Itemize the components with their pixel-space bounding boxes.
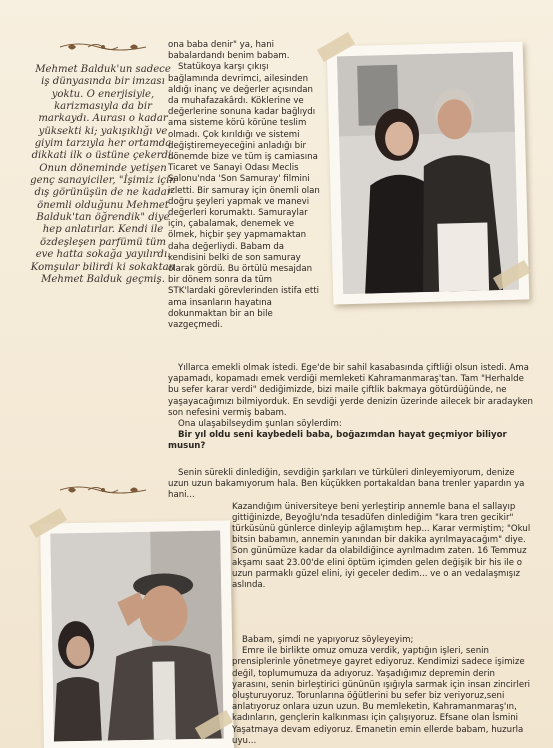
- article-paragraph: Yıllarca emekli olmak istedi. Ege'de bir sahil kasabasında çiftliği olsun istedi. Ama yapamadı, kopamadı emek verdiği memleketi Kahramanmaraş'tan. Tam "Herhalde bu sefer karar verdi" dediğimizde, bizi maile çiftlik bakmaya götürdüğünde, ne yaşayacağımızı bilmiyorduk. En sevdiği yerde denizin üzerinde ailecek bir aradayken son nefesini vermiş babam.: [168, 363, 534, 418]
- article-paragraph: Bir yıl oldu seni kaybedeli baba, boğazımdan hayat geçmiyor biliyor musun?: [168, 430, 507, 452]
- article-paragraph: ona baba denir" ya, hani babalardandı benim babam.: [168, 40, 290, 62]
- couple-photo: [327, 41, 530, 304]
- article-lower-text: [168, 468, 534, 591]
- article-closing-text: [232, 635, 534, 747]
- sidebar-quote: Mehmet Balduk'un sadece iş dünyasında bir imzası yoktu. O enerjisiyle, karizmasıyla da bir markaydı. Aurası o kadar yüksekti ki; yakışıklığı ve giyim tarzıyla her ortamda dikkati ilk o üstüne çekerdi. Onun döneminde yetişen genç sanayiciler, "İşimiz için dış görünüşün de ne kadar önemli olduğunu Mehmet Balduk'tan öğrendik" diye hep anlatırlar. Kendi ile özdeşleşen parfümü tüm eve hatta sokağa yayılırdı. Komşular bilirdi ki sokaktan Mehmet Balduk geçmiş.: [30, 64, 176, 285]
- article-paragraph: Senin sürekli dinlediğin, sevdiğin şarkıları ve türküleri dinleyemiyorum, denize uzun uzun bakamıyorum hala. Ben küçükken portakaldan bana trenler yapardın ya hani...: [168, 468, 525, 501]
- article-column: [168, 40, 320, 331]
- scroll-ornament-icon: [58, 483, 148, 497]
- scroll-ornament-icon: [58, 40, 148, 54]
- article-paragraph: Babam, şimdi ne yapıyoruz söyleyeyim;: [242, 635, 414, 645]
- article-paragraph: Emre ile birlikte omuz omuza verdik, yaptığın işleri, senin prensiplerinle yönetmeye gayret ediyoruz. Kendimizi sadece işimize değil, toplumumuza da adıyoruz. Yaşadığımız depremin derin yarasını, senin birleştirici gününün ışığıyla sarmak için insan zincirleri oluşturuyoruz. Torunlarına öğütlerini bu sefer biz veriyoruz,seni anlatıyoruz onlara uzun uzun. Bu memleketin, Kahramanmaraş'ın, kadınların, gençlerin kalkınması için çalışıyoruz. Efsane olan İsmini Yaşatmaya devam ediyoruz. Emanetin emin ellerde babam, huzurla uyu...: [232, 646, 531, 746]
- couple-photo-image: [337, 52, 519, 295]
- article-paragraph: Statükoya karşı çıkışı bağlamında devrimci, ailesinden aldığı inanç ve değerler açısından da muhafazakârdı. Köklerine ve değerlerine sonuna kadar bağlıydı ama sisteme körü körüne teslim olmadı. Çok kırıldığı ve sistemi değiştiremeyeceğini anladığı bir dönemde bize ve tüm iş camiasına Ticaret ve Sanayi Odası Meclis Salonu'nda 'Son Samuray' filmini izletti. Bir samuray için önemli olan doğru şeyleri yapmak ve manevi değerleri korumaktı. Samuraylar için, çabalamak, denemek ve ölmek, hiçbir şey yapmamaktan daha değerliydi. Babam da kendisini belki de son samuray olarak gördü. Bu örtülü mesajdan bir dönem sonra da tüm STK'lardaki görevlerinden istifa etti ama insanların hayatına dokunmaktan bir an bile vazgeçmedi.: [168, 62, 320, 331]
- article-paragraph-continued: Kazandığım üniversiteye beni yerleştirip annemle bana el sallayıp gittiğinizde, Beyoğlu'nda tesadüfen dinlediğim "kara tren gecikir" türküsünü günlerce dinleyip ağlamıştım hep... Karar vermiştim; "Okul bitsin babamın, annemin yanından bir dakika ayrılmayacağım" diye. Son günümüze kadar da olabildiğince ayrılmadım zaten. 16 Temmuz akşamı saat 23.00'de elini öptüm içimden gelen değişik bir his ile o uzun parmaklı güzel elini, iyi geceler dedim... ve o an vedalaşmışız aslında.: [232, 501, 531, 591]
- article-paragraph: Ona ulaşabilseydim şunları söylerdim:: [178, 419, 342, 430]
- article-wide-text: [168, 363, 533, 453]
